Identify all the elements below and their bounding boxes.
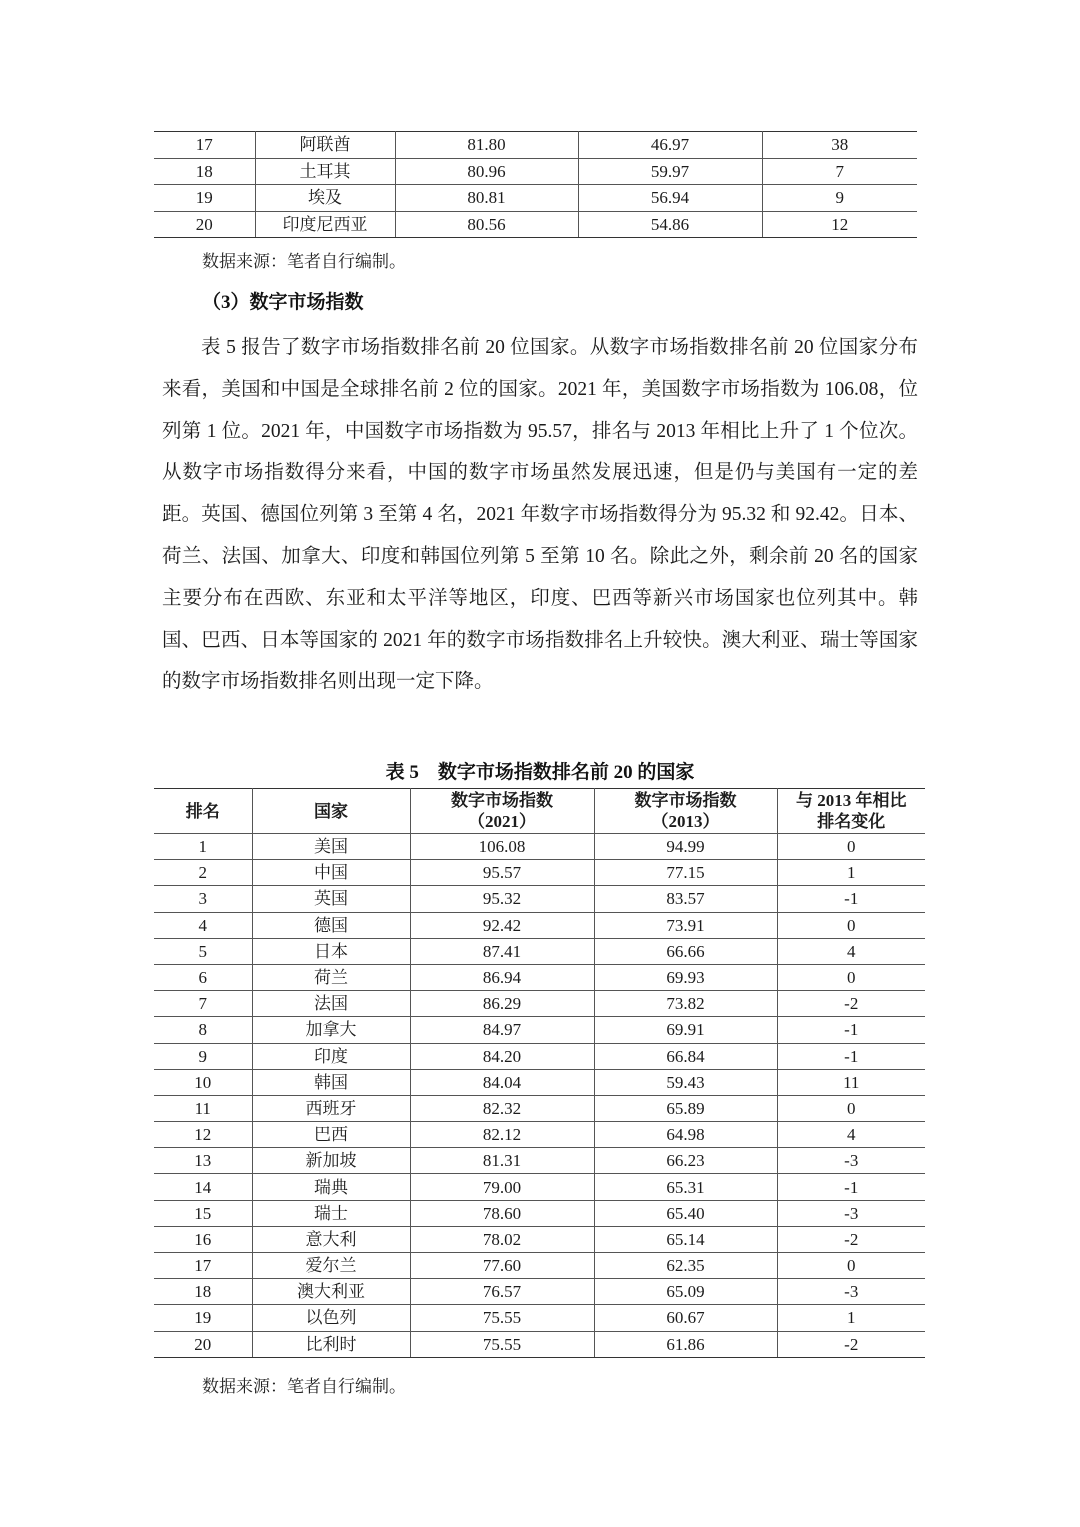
header-rank-change-line2: 排名变化 bbox=[817, 812, 886, 831]
index-2021-cell: 82.12 bbox=[410, 1122, 594, 1148]
rank-change-cell: -1 bbox=[777, 886, 925, 912]
body-paragraph: 表 5 报告了数字市场指数排名前 20 位国家。从数字市场指数排名前 20 位国家分布来看，美国和中国是全球排名前 2 位的国家。2021 年，美国数字市场指数为 106.08，位列第 1 位。2021 年，中国数字市场指数为 95.57，排名与 2013 年相比上升了 1 个位次。从数字市场指数得分来看，中国的数字市场虽然发展迅速，但是仍与美国有一定的差距。英国、德国位列第 3 至第 4 名，2021 年数字市场指数得分为 95.32 和 92.42。日本、荷兰、法国、加拿大、印度和韩国位列第 5 至第 10 名。除此之外，剩余前 20 名的国家主要分布在西欧、东亚和太平洋等地区，印度、巴西等新兴市场国家也位列其中。韩国、巴西、日本等国家的 2021 年的数字市场指数排名上升较快。澳大利亚、瑞士等国家的数字市场指数排名则出现一定下降。 bbox=[162, 337, 918, 693]
rank-change-cell: -3 bbox=[777, 1279, 925, 1305]
table-4-source-note: 数据来源：笔者自行编制。 bbox=[202, 252, 406, 271]
country-cell: 中国 bbox=[252, 860, 410, 886]
rank-cell: 18 bbox=[154, 1279, 252, 1305]
rank-cell: 8 bbox=[154, 1017, 252, 1043]
index-2013-cell: 61.86 bbox=[594, 1331, 777, 1357]
table-row bbox=[154, 1122, 925, 1148]
rank-change-cell: 38 bbox=[762, 132, 917, 159]
index-2021-cell: 81.80 bbox=[395, 132, 578, 159]
rank-change-cell: -3 bbox=[777, 1200, 925, 1226]
index-2013-cell: 62.35 bbox=[594, 1253, 777, 1279]
rank-change-cell: -2 bbox=[777, 991, 925, 1017]
table-row bbox=[154, 860, 925, 886]
index-2013-cell: 65.31 bbox=[594, 1174, 777, 1200]
index-2013-cell: 65.09 bbox=[594, 1279, 777, 1305]
index-2021-cell: 76.57 bbox=[410, 1279, 594, 1305]
country-cell: 瑞士 bbox=[252, 1200, 410, 1226]
index-2013-cell: 66.84 bbox=[594, 1043, 777, 1069]
index-2021-cell: 106.08 bbox=[410, 834, 594, 860]
table-row bbox=[154, 938, 925, 964]
rank-change-cell: 12 bbox=[762, 211, 917, 238]
index-2021-cell: 82.32 bbox=[410, 1095, 594, 1121]
country-cell: 比利时 bbox=[252, 1331, 410, 1357]
header-index-2013-line2: （2013） bbox=[651, 812, 720, 831]
index-2013-cell: 83.57 bbox=[594, 886, 777, 912]
country-cell: 埃及 bbox=[255, 185, 395, 212]
rank-change-cell: 4 bbox=[777, 938, 925, 964]
rank-change-cell: 0 bbox=[777, 1253, 925, 1279]
table-row bbox=[154, 1148, 925, 1174]
table-row bbox=[154, 185, 917, 212]
index-2013-cell: 56.94 bbox=[578, 185, 762, 212]
country-cell: 西班牙 bbox=[252, 1095, 410, 1121]
index-2021-cell: 75.55 bbox=[410, 1305, 594, 1331]
index-2013-cell: 46.97 bbox=[578, 132, 762, 159]
table-row bbox=[154, 964, 925, 990]
rank-cell: 19 bbox=[154, 185, 255, 212]
header-rank-change-line1: 与 2013 年相比 bbox=[796, 791, 907, 810]
country-cell: 爱尔兰 bbox=[252, 1253, 410, 1279]
rank-cell: 1 bbox=[154, 834, 252, 860]
index-2021-cell: 80.56 bbox=[395, 211, 578, 238]
rank-change-cell: 1 bbox=[777, 1305, 925, 1331]
index-2021-cell: 84.97 bbox=[410, 1017, 594, 1043]
index-2013-cell: 65.14 bbox=[594, 1226, 777, 1252]
table-row bbox=[154, 1226, 925, 1252]
table-row bbox=[154, 886, 925, 912]
rank-change-cell: 1 bbox=[777, 860, 925, 886]
rank-cell: 5 bbox=[154, 938, 252, 964]
index-2013-cell: 73.91 bbox=[594, 912, 777, 938]
index-2021-cell: 84.20 bbox=[410, 1043, 594, 1069]
index-2021-cell: 86.94 bbox=[410, 964, 594, 990]
index-2013-cell: 94.99 bbox=[594, 834, 777, 860]
table-row bbox=[154, 834, 925, 860]
rank-cell: 2 bbox=[154, 860, 252, 886]
header-index-2013 bbox=[594, 789, 777, 834]
rank-cell: 4 bbox=[154, 912, 252, 938]
rank-change-cell: -1 bbox=[777, 1174, 925, 1200]
header-index-2013-line1: 数字市场指数 bbox=[634, 791, 737, 810]
rank-cell: 10 bbox=[154, 1069, 252, 1095]
index-2013-cell: 73.82 bbox=[594, 991, 777, 1017]
index-2013-cell: 65.89 bbox=[594, 1095, 777, 1121]
rank-cell: 14 bbox=[154, 1174, 252, 1200]
table-row bbox=[154, 132, 917, 159]
index-2021-cell: 77.60 bbox=[410, 1253, 594, 1279]
index-2021-cell: 81.31 bbox=[410, 1148, 594, 1174]
index-2021-cell: 78.02 bbox=[410, 1226, 594, 1252]
table-5-header-row bbox=[154, 789, 925, 834]
rank-cell: 7 bbox=[154, 991, 252, 1017]
index-2013-cell: 69.91 bbox=[594, 1017, 777, 1043]
index-2013-cell: 77.15 bbox=[594, 860, 777, 886]
index-2021-cell: 87.41 bbox=[410, 938, 594, 964]
index-2013-cell: 64.98 bbox=[594, 1122, 777, 1148]
rank-change-cell: -2 bbox=[777, 1226, 925, 1252]
table-row bbox=[154, 1174, 925, 1200]
table-4-body bbox=[154, 132, 917, 238]
country-cell: 阿联酋 bbox=[255, 132, 395, 159]
index-2021-cell: 80.96 bbox=[395, 158, 578, 185]
index-2013-cell: 66.23 bbox=[594, 1148, 777, 1174]
index-2013-cell: 59.97 bbox=[578, 158, 762, 185]
index-2021-cell: 75.55 bbox=[410, 1331, 594, 1357]
header-country: 国家 bbox=[252, 789, 410, 834]
rank-change-cell: 11 bbox=[777, 1069, 925, 1095]
country-cell: 法国 bbox=[252, 991, 410, 1017]
country-cell: 日本 bbox=[252, 938, 410, 964]
rank-change-cell: -3 bbox=[777, 1148, 925, 1174]
country-cell: 韩国 bbox=[252, 1069, 410, 1095]
index-2021-cell: 86.29 bbox=[410, 991, 594, 1017]
country-cell: 瑞典 bbox=[252, 1174, 410, 1200]
rank-cell: 17 bbox=[154, 1253, 252, 1279]
country-cell: 土耳其 bbox=[255, 158, 395, 185]
header-index-2021 bbox=[410, 789, 594, 834]
section-heading: （3）数字市场指数 bbox=[202, 292, 364, 313]
country-cell: 印度 bbox=[252, 1043, 410, 1069]
header-rank-change bbox=[777, 789, 925, 834]
rank-cell: 6 bbox=[154, 964, 252, 990]
table-row bbox=[154, 1095, 925, 1121]
rank-cell: 3 bbox=[154, 886, 252, 912]
header-rank: 排名 bbox=[154, 789, 252, 834]
rank-cell: 18 bbox=[154, 158, 255, 185]
header-index-2021-line2: （2021） bbox=[468, 812, 536, 831]
index-2021-cell: 95.57 bbox=[410, 860, 594, 886]
table-row bbox=[154, 1069, 925, 1095]
table-row bbox=[154, 1279, 925, 1305]
rank-cell: 16 bbox=[154, 1226, 252, 1252]
rank-change-cell: 7 bbox=[762, 158, 917, 185]
country-cell: 意大利 bbox=[252, 1226, 410, 1252]
rank-change-cell: -1 bbox=[777, 1017, 925, 1043]
index-2013-cell: 59.43 bbox=[594, 1069, 777, 1095]
country-cell: 荷兰 bbox=[252, 964, 410, 990]
rank-cell: 20 bbox=[154, 1331, 252, 1357]
rank-cell: 9 bbox=[154, 1043, 252, 1069]
rank-change-cell: 9 bbox=[762, 185, 917, 212]
table-row bbox=[154, 1331, 925, 1357]
index-2013-cell: 69.93 bbox=[594, 964, 777, 990]
index-2021-cell: 95.32 bbox=[410, 886, 594, 912]
rank-cell: 12 bbox=[154, 1122, 252, 1148]
rank-change-cell: 0 bbox=[777, 834, 925, 860]
rank-change-cell: 0 bbox=[777, 1095, 925, 1121]
country-cell: 加拿大 bbox=[252, 1017, 410, 1043]
table-row bbox=[154, 912, 925, 938]
index-2021-cell: 92.42 bbox=[410, 912, 594, 938]
country-cell: 英国 bbox=[252, 886, 410, 912]
rank-cell: 20 bbox=[154, 211, 255, 238]
index-2013-cell: 54.86 bbox=[578, 211, 762, 238]
table-5 bbox=[154, 788, 925, 1358]
rank-change-cell: -2 bbox=[777, 1331, 925, 1357]
country-cell: 以色列 bbox=[252, 1305, 410, 1331]
country-cell: 美国 bbox=[252, 834, 410, 860]
rank-cell: 11 bbox=[154, 1095, 252, 1121]
country-cell: 印度尼西亚 bbox=[255, 211, 395, 238]
table-row bbox=[154, 991, 925, 1017]
table-row bbox=[154, 211, 917, 238]
rank-cell: 15 bbox=[154, 1200, 252, 1226]
country-cell: 德国 bbox=[252, 912, 410, 938]
table-4-continued bbox=[154, 131, 917, 238]
table-5-caption: 表 5 数字市场指数排名前 20 的国家 bbox=[385, 762, 695, 783]
table-5-body bbox=[154, 834, 925, 1358]
rank-change-cell: 0 bbox=[777, 912, 925, 938]
country-cell: 新加坡 bbox=[252, 1148, 410, 1174]
table-row bbox=[154, 1043, 925, 1069]
table-row bbox=[154, 1253, 925, 1279]
table-row bbox=[154, 158, 917, 185]
index-2021-cell: 79.00 bbox=[410, 1174, 594, 1200]
rank-cell: 13 bbox=[154, 1148, 252, 1174]
rank-change-cell: 0 bbox=[777, 964, 925, 990]
rank-change-cell: -1 bbox=[777, 1043, 925, 1069]
table-5-source-note: 数据来源：笔者自行编制。 bbox=[202, 1377, 406, 1396]
rank-change-cell: 4 bbox=[777, 1122, 925, 1148]
index-2013-cell: 66.66 bbox=[594, 938, 777, 964]
header-index-2021-line1: 数字市场指数 bbox=[451, 791, 553, 810]
table-row bbox=[154, 1200, 925, 1226]
table-row bbox=[154, 1017, 925, 1043]
index-2021-cell: 80.81 bbox=[395, 185, 578, 212]
index-2013-cell: 60.67 bbox=[594, 1305, 777, 1331]
index-2021-cell: 84.04 bbox=[410, 1069, 594, 1095]
country-cell: 澳大利亚 bbox=[252, 1279, 410, 1305]
index-2021-cell: 78.60 bbox=[410, 1200, 594, 1226]
rank-cell: 19 bbox=[154, 1305, 252, 1331]
table-row bbox=[154, 1305, 925, 1331]
index-2013-cell: 65.40 bbox=[594, 1200, 777, 1226]
country-cell: 巴西 bbox=[252, 1122, 410, 1148]
rank-cell: 17 bbox=[154, 132, 255, 159]
